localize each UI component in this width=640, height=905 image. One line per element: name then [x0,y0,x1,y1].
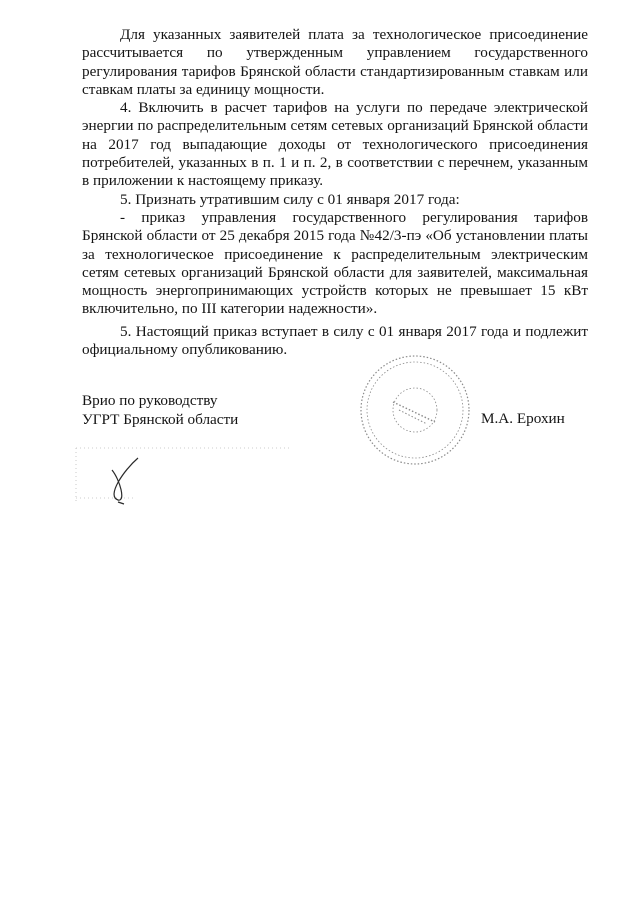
signatory-position [82,392,238,429]
paragraph-tariff-note: Для указанных заявителей плата за технологическое присоединение рассчитывается по утвержденным управлением государственного регулирования тарифов Брянской области стандартизированным ставкам или ставкам платы за единицу мощности. [82,26,588,98]
paragraph-repealed-order: - приказ управления государственного регулирования тарифов Брянской области от 25 декабря 2015 года №42/3-пэ «Об установлении платы за технологическое присоединение к распределительным электрическим сетям сетевых организаций Брянской области для заявителей, максимальная мощность энергопринимающих устройств которых не превышает 15 кВт включительно, по III категории надежности». [82,208,588,318]
signatory-name: М.А. Ерохин [481,410,565,427]
signatory-position-line-1: Врио по руководству [82,392,218,409]
paragraph-item-4: 4. Включить в расчет тарифов на услуги по передаче электрической энергии по распределительным сетям сетевых организаций Брянской области на 2017 год выпадающие доходы от технологического присоединения потребителей, указанных в п. 1 и п. 2, в соответствии с перечнем, указанным в приложении к настоящему приказу. [82,99,588,190]
official-stamp-seal [355,350,475,470]
paragraph-item-5-repeal: 5. Признать утратившим силу с 01 января 2017 года: [120,190,460,208]
document-body [82,26,588,359]
paragraph-effective-date: 5. Настоящий приказ вступает в силу с 01 января 2017 года и подлежит официальному опубликованию. [82,322,588,359]
signatory-position-line-2: УГРТ Брянской области [82,410,239,428]
handwritten-signature [74,440,294,510]
